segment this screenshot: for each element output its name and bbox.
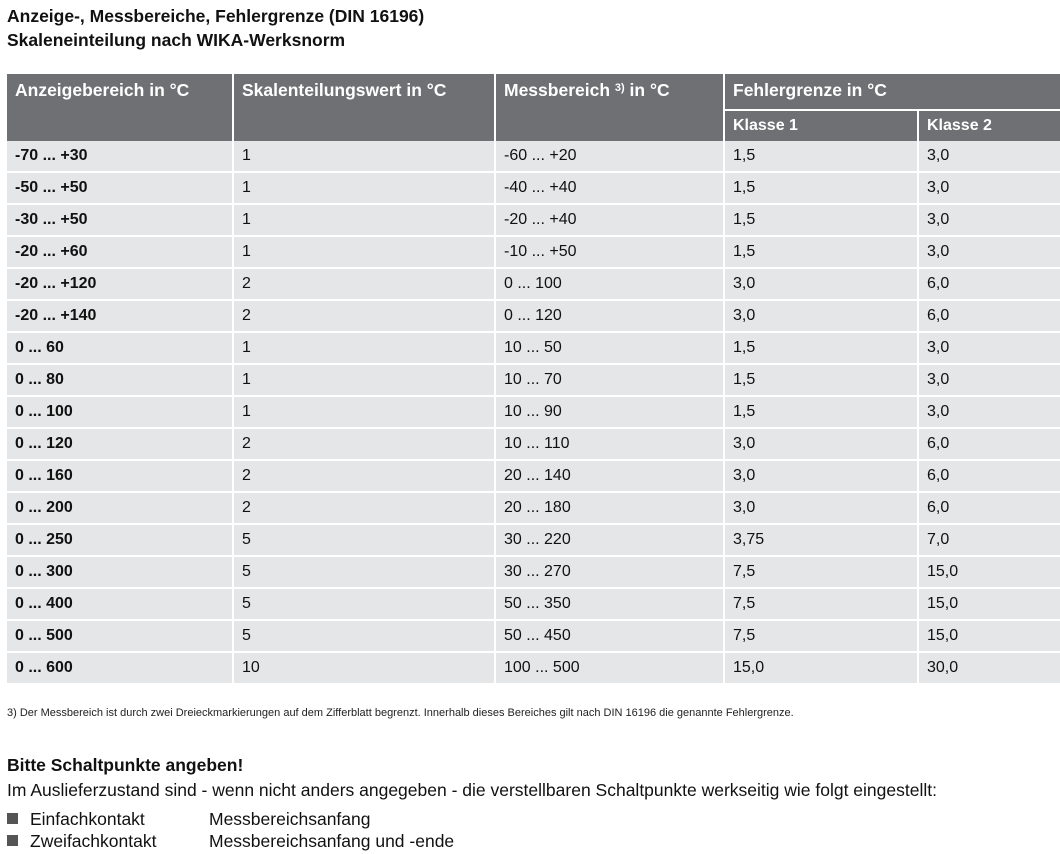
header-skalenteilungswert: Skalenteilungswert in °C bbox=[234, 74, 496, 141]
table-row bbox=[7, 141, 1060, 173]
range-table bbox=[7, 74, 1060, 685]
cell-klasse-2: 3,0 bbox=[919, 141, 1060, 173]
cell-messbereich: 20 ... 180 bbox=[496, 493, 725, 525]
schaltpunkte-heading: Bitte Schaltpunkte angeben! bbox=[7, 755, 244, 775]
cell-skalenteilungswert: 1 bbox=[234, 173, 496, 205]
table-row bbox=[7, 365, 1060, 397]
list-item bbox=[7, 830, 454, 852]
cell-klasse-2: 7,0 bbox=[919, 525, 1060, 557]
cell-klasse-2: 6,0 bbox=[919, 301, 1060, 333]
table-row bbox=[7, 461, 1060, 493]
table-row bbox=[7, 237, 1060, 269]
cell-skalenteilungswert: 2 bbox=[234, 493, 496, 525]
cell-klasse-1: 1,5 bbox=[725, 141, 919, 173]
cell-skalenteilungswert: 1 bbox=[234, 141, 496, 173]
cell-anzeigebereich: 0 ... 400 bbox=[7, 589, 234, 621]
cell-klasse-2: 15,0 bbox=[919, 589, 1060, 621]
page-title bbox=[7, 4, 424, 52]
cell-skalenteilungswert: 2 bbox=[234, 429, 496, 461]
cell-messbereich: 50 ... 350 bbox=[496, 589, 725, 621]
cell-messbereich: -40 ... +40 bbox=[496, 173, 725, 205]
cell-klasse-1: 3,0 bbox=[725, 429, 919, 461]
footnote-marker: 3) bbox=[614, 82, 625, 94]
table-row bbox=[7, 653, 1060, 685]
table-row bbox=[7, 269, 1060, 301]
table-row bbox=[7, 557, 1060, 589]
kontakt-label: Zweifachkontakt bbox=[30, 831, 157, 851]
title-line-2: Skaleneinteilung nach WIKA-Werksnorm bbox=[7, 30, 346, 50]
cell-klasse-2: 3,0 bbox=[919, 333, 1060, 365]
cell-skalenteilungswert: 5 bbox=[234, 557, 496, 589]
schaltpunkte-intro: Im Auslieferzustand sind - wenn nicht anders angegeben - die verstellbaren Schaltpunkte werkseitig wie folgt eingestellt: bbox=[7, 780, 937, 800]
cell-messbereich: 50 ... 450 bbox=[496, 621, 725, 653]
cell-anzeigebereich: -20 ... +60 bbox=[7, 237, 234, 269]
cell-messbereich: 10 ... 110 bbox=[496, 429, 725, 461]
cell-skalenteilungswert: 5 bbox=[234, 589, 496, 621]
cell-klasse-1: 3,75 bbox=[725, 525, 919, 557]
kontakt-label: Einfachkontakt bbox=[30, 809, 145, 829]
table-row bbox=[7, 333, 1060, 365]
cell-messbereich: 10 ... 50 bbox=[496, 333, 725, 365]
cell-klasse-1: 3,0 bbox=[725, 301, 919, 333]
title-line-1: Anzeige-, Messbereiche, Fehlergrenze (DIN 16196) bbox=[7, 6, 425, 26]
table-row bbox=[7, 493, 1060, 525]
square-bullet-icon bbox=[7, 835, 18, 846]
table-row bbox=[7, 621, 1060, 653]
cell-klasse-2: 3,0 bbox=[919, 365, 1060, 397]
cell-skalenteilungswert: 2 bbox=[234, 461, 496, 493]
cell-skalenteilungswert: 1 bbox=[234, 205, 496, 237]
cell-skalenteilungswert: 2 bbox=[234, 269, 496, 301]
cell-klasse-1: 3,0 bbox=[725, 461, 919, 493]
cell-klasse-1: 1,5 bbox=[725, 173, 919, 205]
cell-skalenteilungswert: 10 bbox=[234, 653, 496, 685]
cell-anzeigebereich: -20 ... +140 bbox=[7, 301, 234, 333]
cell-messbereich: 100 ... 500 bbox=[496, 653, 725, 685]
cell-anzeigebereich: 0 ... 160 bbox=[7, 461, 234, 493]
cell-skalenteilungswert: 1 bbox=[234, 365, 496, 397]
square-bullet-icon bbox=[7, 813, 18, 824]
cell-anzeigebereich: 0 ... 500 bbox=[7, 621, 234, 653]
cell-klasse-2: 3,0 bbox=[919, 173, 1060, 205]
table-row bbox=[7, 301, 1060, 333]
cell-messbereich: 30 ... 220 bbox=[496, 525, 725, 557]
cell-klasse-1: 1,5 bbox=[725, 333, 919, 365]
header-fehlergrenze: Fehlergrenze in °C bbox=[725, 74, 1060, 111]
table-row bbox=[7, 589, 1060, 621]
table-row bbox=[7, 429, 1060, 461]
header-anzeigebereich: Anzeigebereich in °C bbox=[7, 74, 234, 141]
cell-anzeigebereich: -50 ... +50 bbox=[7, 173, 234, 205]
kontakt-wert: Messbereichsanfang bbox=[209, 809, 371, 829]
cell-anzeigebereich: 0 ... 60 bbox=[7, 333, 234, 365]
cell-messbereich: -60 ... +20 bbox=[496, 141, 725, 173]
cell-klasse-2: 15,0 bbox=[919, 621, 1060, 653]
cell-klasse-2: 30,0 bbox=[919, 653, 1060, 685]
cell-messbereich: 10 ... 70 bbox=[496, 365, 725, 397]
cell-skalenteilungswert: 5 bbox=[234, 525, 496, 557]
cell-klasse-1: 7,5 bbox=[725, 589, 919, 621]
cell-klasse-2: 6,0 bbox=[919, 493, 1060, 525]
cell-anzeigebereich: 0 ... 200 bbox=[7, 493, 234, 525]
cell-klasse-2: 15,0 bbox=[919, 557, 1060, 589]
footnote: 3) Der Messbereich ist durch zwei Dreieckmarkierungen auf dem Zifferblatt begrenzt. Innerhalb dieses Bereiches gilt nach DIN 16196 die genannte Fehlergrenze. bbox=[7, 707, 794, 719]
header-messbereich bbox=[496, 74, 725, 141]
header-messbereich-prefix: Messbereich bbox=[504, 80, 615, 100]
cell-klasse-1: 3,0 bbox=[725, 269, 919, 301]
list-item bbox=[7, 808, 370, 830]
cell-messbereich: 0 ... 120 bbox=[496, 301, 725, 333]
cell-klasse-1: 7,5 bbox=[725, 621, 919, 653]
cell-messbereich: -20 ... +40 bbox=[496, 205, 725, 237]
cell-klasse-2: 3,0 bbox=[919, 205, 1060, 237]
cell-klasse-1: 1,5 bbox=[725, 365, 919, 397]
cell-anzeigebereich: 0 ... 300 bbox=[7, 557, 234, 589]
cell-anzeigebereich: -70 ... +30 bbox=[7, 141, 234, 173]
cell-messbereich: -10 ... +50 bbox=[496, 237, 725, 269]
cell-anzeigebereich: 0 ... 600 bbox=[7, 653, 234, 685]
table-row bbox=[7, 173, 1060, 205]
cell-messbereich: 20 ... 140 bbox=[496, 461, 725, 493]
table-row bbox=[7, 205, 1060, 237]
cell-skalenteilungswert: 1 bbox=[234, 237, 496, 269]
cell-skalenteilungswert: 5 bbox=[234, 621, 496, 653]
cell-klasse-1: 1,5 bbox=[725, 205, 919, 237]
header-messbereich-suffix: in °C bbox=[624, 80, 670, 100]
cell-anzeigebereich: 0 ... 250 bbox=[7, 525, 234, 557]
cell-klasse-2: 6,0 bbox=[919, 461, 1060, 493]
cell-skalenteilungswert: 1 bbox=[234, 397, 496, 429]
cell-klasse-1: 3,0 bbox=[725, 493, 919, 525]
cell-klasse-1: 7,5 bbox=[725, 557, 919, 589]
header-klasse-1: Klasse 1 bbox=[725, 111, 919, 141]
cell-klasse-2: 3,0 bbox=[919, 397, 1060, 429]
cell-messbereich: 10 ... 90 bbox=[496, 397, 725, 429]
cell-anzeigebereich: 0 ... 80 bbox=[7, 365, 234, 397]
cell-klasse-2: 6,0 bbox=[919, 269, 1060, 301]
cell-anzeigebereich: 0 ... 120 bbox=[7, 429, 234, 461]
cell-klasse-2: 6,0 bbox=[919, 429, 1060, 461]
cell-klasse-2: 3,0 bbox=[919, 237, 1060, 269]
cell-skalenteilungswert: 1 bbox=[234, 333, 496, 365]
cell-klasse-1: 1,5 bbox=[725, 397, 919, 429]
table-row bbox=[7, 397, 1060, 429]
cell-skalenteilungswert: 2 bbox=[234, 301, 496, 333]
table-row bbox=[7, 525, 1060, 557]
header-klasse-2: Klasse 2 bbox=[919, 111, 1060, 141]
cell-anzeigebereich: -20 ... +120 bbox=[7, 269, 234, 301]
kontakt-wert: Messbereichsanfang und -ende bbox=[209, 831, 455, 851]
cell-anzeigebereich: -30 ... +50 bbox=[7, 205, 234, 237]
cell-messbereich: 30 ... 270 bbox=[496, 557, 725, 589]
cell-klasse-1: 15,0 bbox=[725, 653, 919, 685]
cell-anzeigebereich: 0 ... 100 bbox=[7, 397, 234, 429]
cell-messbereich: 0 ... 100 bbox=[496, 269, 725, 301]
cell-klasse-1: 1,5 bbox=[725, 237, 919, 269]
